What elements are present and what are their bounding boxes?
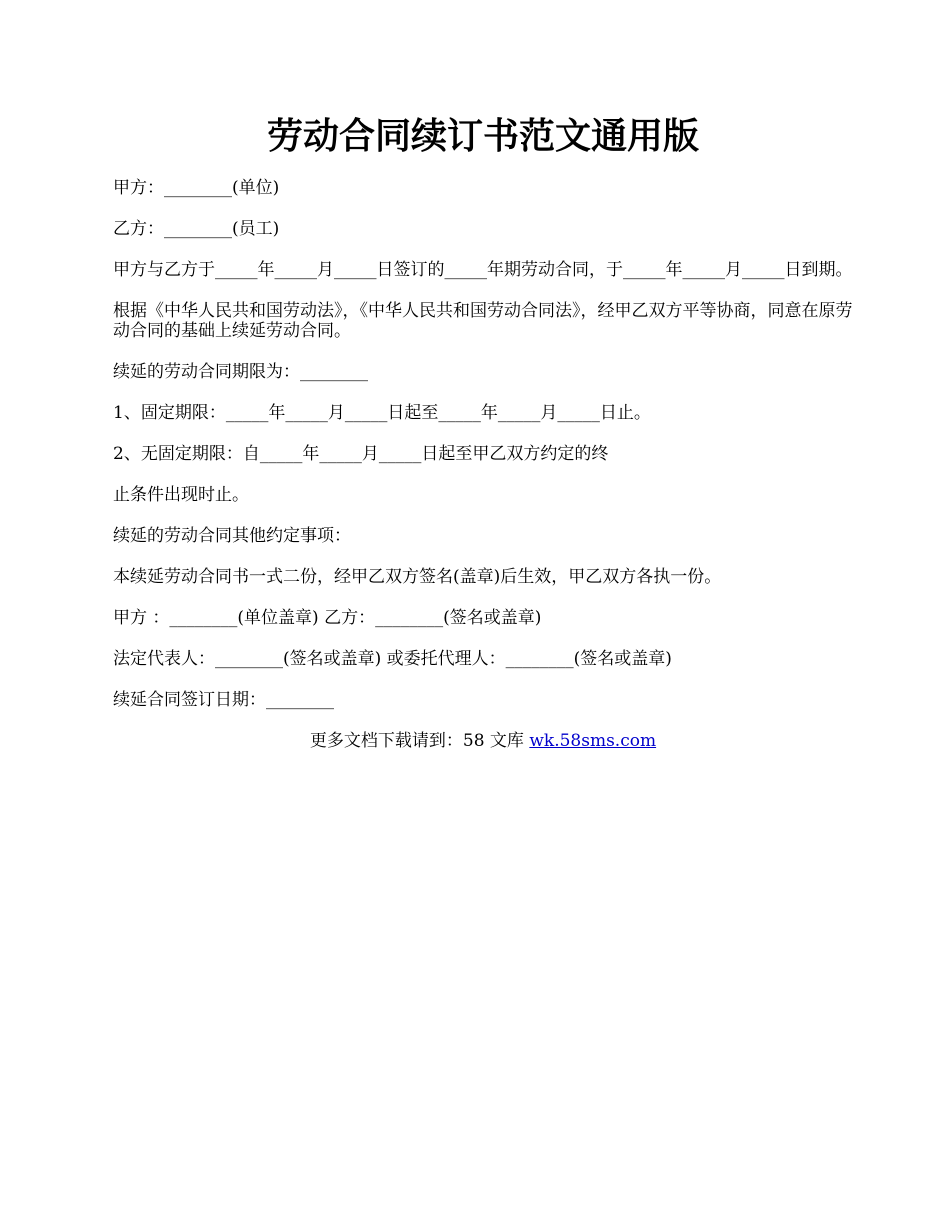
open-term-continuation: 止条件出现时止。 — [113, 485, 249, 505]
document-title: 劳动合同续订书范文通用版 — [266, 115, 699, 157]
open-term-line: 2、无固定期限：自_____年_____月_____日起至甲乙双方约定的终 — [113, 444, 609, 464]
fixed-term-line: 1、固定期限：_____年_____月_____日起至_____年_____月_____日止。 — [113, 403, 651, 423]
footer-prefix: 更多文档下载请到：58 文库 — [309, 731, 530, 751]
extension-term-line: 续延的劳动合同期限为：________ — [113, 362, 368, 382]
legal-basis-paragraph: 根据《中华人民共和国劳动法》，《中华人民共和国劳动合同法》，经甲乙双方平等协商，同意在原劳动合同的基础上续延劳动合同。 — [113, 301, 853, 341]
signature-line-parties: 甲方 ：________(单位盖章) 乙方：________(签名或盖章) — [113, 608, 542, 628]
contract-dates-paragraph: 甲方与乙方于_____年_____月_____日签订的_____年期劳动合同，于_____年_____月_____日到期。 — [113, 260, 853, 280]
download-footer — [113, 731, 853, 751]
document-page — [113, 112, 853, 772]
signature-line-representative: 法定代表人：________(签名或盖章) 或委托代理人：________(签名或盖章) — [113, 649, 672, 669]
signing-date-line: 续延合同签订日期：________ — [113, 690, 334, 710]
copies-clause: 本续延劳动合同书一式二份，经甲乙双方签名(盖章)后生效，甲乙双方各执一份。 — [113, 567, 722, 587]
document-body — [113, 178, 853, 751]
party-b-line: 乙方：________(员工) — [113, 219, 280, 239]
party-a-line: 甲方：________(单位) — [113, 178, 280, 198]
footer-link[interactable]: wk.58sms.com — [529, 731, 657, 751]
other-terms-line: 续延的劳动合同其他约定事项： — [113, 526, 351, 546]
